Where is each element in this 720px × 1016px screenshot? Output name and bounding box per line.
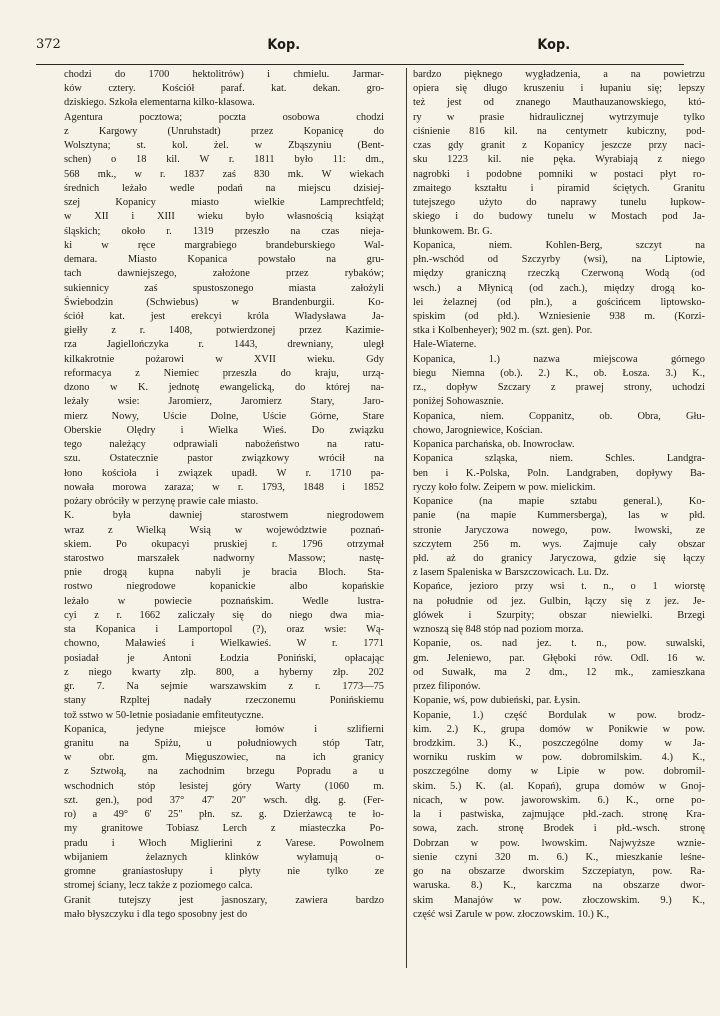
text-line: K. była dawniej starostwem niegrodowem [64,510,384,522]
text-line: Kopanica, jedyne miejsce łomów i szlifierni [64,723,384,735]
text-line: sku 1223 kil. nie pęka. Wyrabiają z niego [413,154,705,166]
text-line: Agentura pocztowa; poczta osobowa chodzi [64,111,384,123]
text-line: rza Jagiellończyka r. 1443, drewniany, uległ [64,339,384,351]
text-line: na południe od jez. Gulbin, łączy się z jez. Je- [413,595,705,607]
left-column [64,68,384,922]
text-line: ściół kat. jest erekcyi króla Władysława Ja- [64,310,384,322]
text-line: chodzi do 1700 hektolitrów) i chmielu. Jarmar- [64,69,384,80]
text-line: skiego i do budowy tunelu w Mostach pod Ja- [413,211,705,223]
text-line: mierz Nowy, Uście Dolne, Uście Górne, Stare [64,410,384,422]
text-line: poniżej Sohowasznie. [413,396,504,408]
text-line: biegu Niemna (ob.). 2.) K., ob. Łosza. 3.) K., [413,367,705,379]
text-line: tož sstwo w 50-letnie posiadanie emfiteutyczne. [64,709,264,721]
text-line: sienie czyni 320 m. 6.) K., mieszkanie leśne- [413,851,705,863]
text-line: w XII i XIII wieku było własnością książąt [64,211,384,223]
text-line: posiadał je Antoni Łodzia Poniński, opłacając [64,652,384,664]
text-line: go na obszarze dworskim Szczepiatyn, pow. Ra- [413,866,705,878]
text-line: w obr. gm. Mięguszowiec, na ich granicy [64,752,384,764]
text-line: łono kościoła i związek upadł. W r. 1710 pa- [64,467,384,479]
text-line: rz., dopływ Szczary z prawej strony, uchodzi [413,382,705,394]
text-line: chowno, Maławieś i Wielkawieś. W r. 1771 [64,638,384,650]
text-line: opiera się długo kruszeniu i łupaniu się; lepszy [413,83,705,95]
text-line: leżało w powiecie poznańskim. Wedle lustra- [64,595,384,607]
text-line: dzono w K. jednotę ewangelicką, do której na- [64,382,384,394]
text-line: kilkakrotnie pożarowi w XVII wieku. Gdy [64,353,384,365]
text-line: od Suwałk, ma 2 dm., 12 mk., zamieszkana [413,666,705,678]
text-line: reformacya z Niemiec przeszła do kraju, urzą- [64,367,384,379]
page-number: 372 [36,37,61,52]
text-line: starostwo marszałek nadworny Massow; nastę- [64,552,384,564]
text-line: wznoszą się 848 stóp nad poziom morza. [413,624,584,636]
text-line: błunkowem. Br. G. [413,225,493,237]
text-line: brodzkim. 3.) K., poszczególne domy w Ja- [413,738,705,750]
text-line: zmaitego kształtu i piramid ściętych. Granitu [413,182,705,194]
text-line: nagrobki i podobne pomniki w postaci płyt ro- [413,168,705,180]
text-line: rostwo niegrodowe kopanickie albo kopańskie [64,581,384,593]
text-line: z Kargowy (Unruhstadt) przez Kopanicę do [64,125,384,137]
text-line: nicach, w pow. jaworowskim. 6.) K., orne po- [413,794,705,806]
text-line: szczytem 256 m. wys. Zajmuje cały obszar [413,538,705,550]
text-line: z niego kwarty złp. 800, a hyberny złp. 202 [64,666,384,678]
text-line: wsch.) a Młynicą (od zach.), między drogą ko- [413,282,705,294]
text-line: Świebodzin (Schwiebus) w Brandenburgii. Ko- [64,296,384,308]
left-running-head: Kop. [267,37,301,53]
text-line: czas gdy granit z Kopanicy jeszcze przy naci- [413,140,705,152]
text-line: Kopańce, jezioro przy wsi t. n., o 1 wiorstę [413,581,705,593]
text-line: schen) o 18 kil. W r. 1811 było 11: dm., [64,154,384,166]
header-rule [36,64,684,65]
text-line: gm. Jeleniewo, par. Głęboki rów. Odl. 16 w. [413,652,705,664]
text-line: la i pastwiska, zajmujące płd.-zach. stronę Kra- [413,809,705,821]
text-line: skim Manajów w pow. złoczowskim. 9.) K., [413,894,705,906]
text-line: szu. Ostatecznie pastor związkowy wrócił na [64,453,384,465]
text-line: płn.-wschód od Szczyrby (wsi), na Liptowie, [413,254,705,266]
text-line: ków cztery. Kościół paraf. kat. dekan. gro- [64,83,384,95]
text-line: płd. aż do granicy Jaryczowa, gdzie się łączy [413,552,705,564]
text-line: wraz z Wielką Wsią w województwie poznań- [64,524,384,536]
text-line: ben i K.-Polska, Poln. Landgraben, dopływy Ba- [413,467,705,479]
text-line: skiem. Po okupacyi pruskiej r. 1796 otrzymał [64,538,384,550]
text-line: pnie drogą kupna nabyli je bracia Bloch. Sta- [64,567,384,579]
text-line: Kopanica, niem. Coppanitz, ob. Obra, Głu- [413,410,705,422]
text-line: między graniczną rzeczką Czerwoną Wodą (od [413,268,705,280]
text-line: stronie Jaryczowa nowego, pow. lwowski, ze [413,524,705,536]
text-line: Hale-Wiaterne. [413,339,477,351]
text-line: ry w prasie hidraulicznej wytrzymuje tylko [413,111,705,123]
text-line: cyi z r. 1662 zaliczały się do niego dwa mia- [64,609,384,621]
text-line: Kopanie, os. nad jez. t. n., pow. suwalski, [413,638,705,650]
text-line: wbijaniem żelaznych klinków wyłamują o- [64,851,384,863]
text-line: Oberskie Olędry i Wielka Wieś. Do związku [64,424,384,436]
column-divider [406,68,407,968]
text-line: Kopanica parchańska, ob. Inowrocław. [413,439,575,451]
text-line: glówek i Szurpity; obszar niewielki. Brzegi [413,609,705,621]
text-line: sowa, zach. stronę Brodek i płd.-wsch. stronę [413,823,705,835]
text-line: granitu na Spiżu, u południowych stóp Tatr, [64,738,384,750]
text-line: lei żelaznej (od płn.), a gościńcem liptowsko- [413,296,705,308]
text-line: leżały wsie: Jaromierz, Jaromierz Stary, Jaro- [64,396,384,408]
text-line: gromne graniastosłupy i płyty nie tylko ze [64,866,384,878]
text-line: Kopanica szląska, niem. Schles. Landgra- [413,453,705,465]
text-line: spiskim (od płd.). Wzniesienie 938 m. (Korzi- [413,310,705,322]
text-line: nowała morowa zaraza; w r. 1793, 1848 i 1852 [64,481,384,493]
text-line: tego należący odprawiali nabożeństwo na ratu- [64,439,384,451]
text-line: dziskiego. Szkoła elementarna kilko-klasowa. [64,97,255,109]
text-line: chowo, Jarogniewice, Kościan. [413,424,543,436]
text-line: my granitowe Tobiasz Lerch z miasteczka Po- [64,823,384,835]
text-line: bardzo pięknego wygładzenia, a na powietrzu [413,69,705,80]
text-line: 568 mk., w r. 1837 zaś 830 mk. W wiekach [64,168,384,180]
text-line: z lasem Spaleniska w Barszczowicach. Lu. Dz. [413,567,609,579]
right-column [413,68,705,922]
text-line: Kopanice (na mapie sztabu general.), Ko- [413,496,705,508]
text-line: wschodnich stóp lesistej góry Warty (1060 m. [64,780,384,792]
text-line: ryczy koło folw. Zeipern w pow. mielickim. [413,481,596,493]
text-line: śląskich; około r. 1319 przeszło na czas nieja- [64,225,384,237]
text-line: Kopanie, 1.) część Bordulak w pow. brodz- [413,709,705,721]
text-line: ki w ręce margrabiego brandeburskiego Wal- [64,239,384,251]
text-line: Kopanica, niem. Kohlen-Berg, szczyt na [413,239,705,251]
text-line: średnich leżało wedle podań na miejscu dzisiej- [64,182,384,194]
text-line: demara. Miasto Kopanica powstało na gru- [64,254,384,266]
text-line: stany Rzpltej nadały rzeczonemu Ponińskiemu [64,695,384,707]
text-line: Kopanica, 1.) nazwa miejscowa górnego [413,353,705,365]
text-line: z Sztwołą, na zachodnim brzegu Popradu a u [64,766,384,778]
text-line: sukiennicy zaś spustoszonego miasta założyli [64,282,384,294]
text-line: panie (na mapie Kummersberga), las w płd. [413,510,705,522]
text-line: też jest od znanego Mauthauzanowskiego, któ- [413,97,705,109]
text-line: stka i Kolbenheyer); 902 m. (szt. gen). Por. [413,325,593,337]
text-line: pradu i Włoch Miglierini z Varese. Powolnem [64,837,384,849]
text-line: mało błyszczyku i dla tego sposobny jest do [64,908,248,920]
text-line: Dobrzan w pow. lwowskim. Najwyższe wznie- [413,837,705,849]
text-line: szej Kopanicy miasto wielkie Lamprechtfeld; [64,197,384,209]
text-line: tutejszego użyto do naprawy tunelu łupkow- [413,197,705,209]
text-line: część wsi Zarule w pow. złoczowskim. 10.) K., [413,908,610,920]
right-running-head: Kop. [537,37,571,53]
text-line: pożary obróciły w perzynę prawie całe miasto. [64,496,259,508]
running-header [36,36,684,58]
text-line: poszczególne domy w Lipie w pow. dobromil- [413,766,705,778]
text-line: worniku ruskim w pow. dobromilskim. 4.) K., [413,752,705,764]
text-line: giełły z r. 1408, potwierdzonej przez Kazimie- [64,325,384,337]
text-line: Wolsztyna; st. kol. żel. w Zbąszyniu (Bent- [64,140,384,152]
text-line: Kopanie, wś, pow dubieński, par. Łysin. [413,695,581,707]
text-line: stromej ściany, lecz także z poziomego calca. [64,880,253,892]
text-line: ro) a 49° 6' 25" płn. sz. g. Dzierżawcą te ło- [64,809,384,821]
text-line: waruska. 8.) K., karczma na obszarze dwor- [413,880,705,892]
text-line: tach dawniejszego, założone przez rybaków; [64,268,384,280]
text-line: ciśnienie 816 kil. na centymetr kubiczny, pod- [413,125,705,137]
text-line: sta Kopanica i Lamportopol (?), oraz wsie: Wą- [64,624,384,636]
text-line: szt. gen.), pod 37° 47' 20" wsch. dłg. g. (Fer- [64,794,384,806]
text-line: przez filiponów. [413,681,481,693]
text-line: skim. 5.) K. (al. Kopań), grupa domów w Gnoj- [413,780,705,792]
text-line: gr. 7. Na sejmie warszawskim z r. 1773—75 [64,681,384,693]
text-line: Granit tutejszy jest jasnoszary, zawiera bardzo [64,894,384,906]
text-line: kim. 2.) K., grupa domów w Ponikwie w pow. [413,723,705,735]
